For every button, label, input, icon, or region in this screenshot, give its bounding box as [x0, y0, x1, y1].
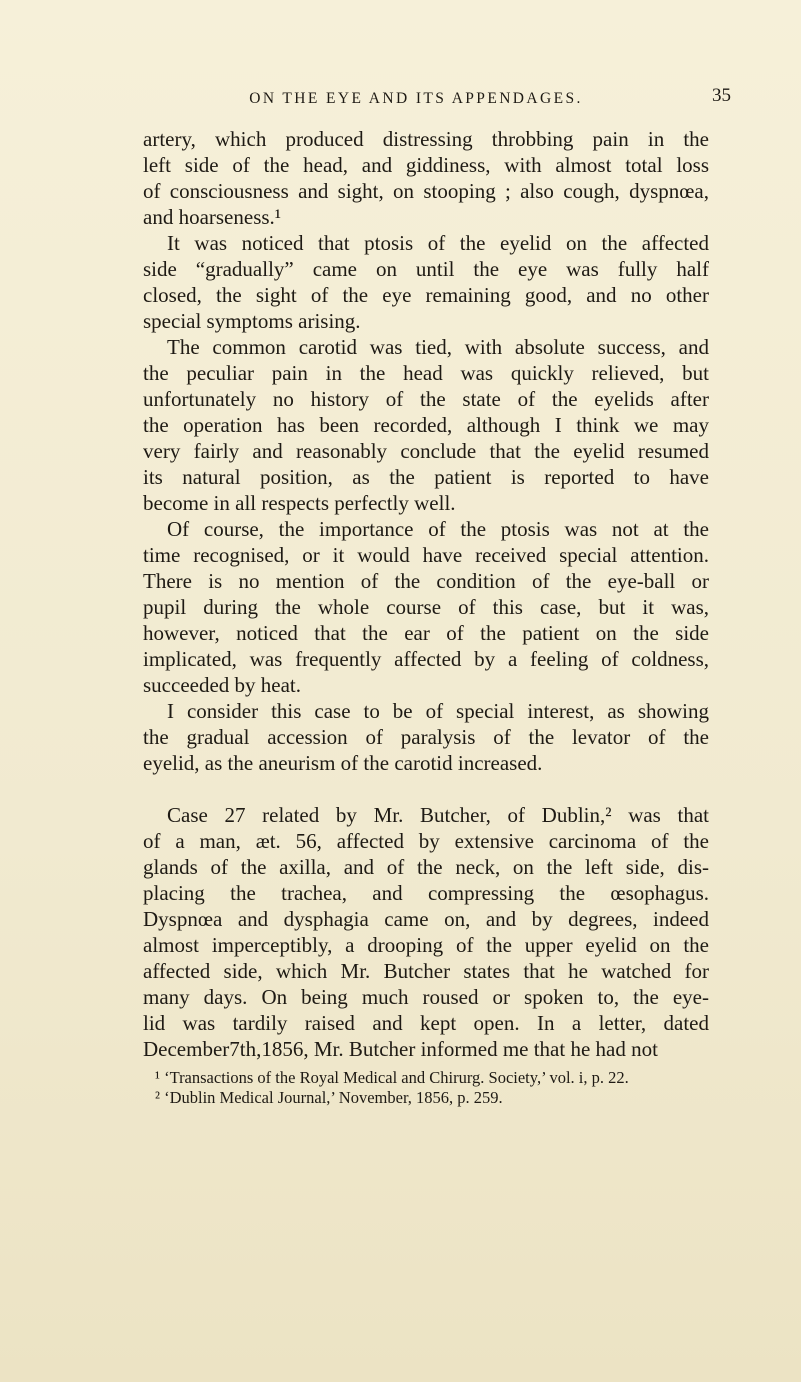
text-line: however, noticed that the ear of the patient on the side — [143, 621, 709, 645]
text-line: glands of the axilla, and of the neck, on the left side, dis- — [143, 855, 709, 879]
text-line: of a man, æt. 56, affected by extensive carcinoma of the — [143, 829, 709, 853]
text-line: affected side, which Mr. Butcher states that he watched for — [143, 959, 709, 983]
text-line: very fairly and reasonably conclude that the eyelid resumed — [143, 439, 709, 463]
text-line: There is no mention of the condition of the eye-ball or — [143, 569, 709, 593]
footnotes — [143, 1068, 709, 1108]
paragraph — [143, 802, 709, 1062]
text-line: the peculiar pain in the head was quickly relieved, but — [143, 361, 709, 385]
text-line: the operation has been recorded, although I think we may — [143, 413, 709, 437]
text-line: I consider this case to be of special interest, as showing — [167, 699, 709, 723]
text-line: many days. On being much roused or spoken to, the eye- — [143, 985, 709, 1009]
footnote: ² ‘Dublin Medical Journal,’ November, 1856, p. 259. — [155, 1088, 503, 1107]
text-line: unfortunately no history of the state of the eyelids after — [143, 387, 709, 411]
text-line: implicated, was frequently affected by a feeling of coldness, — [143, 647, 709, 671]
body-text — [143, 126, 709, 1108]
text-line: time recognised, or it would have received special attention. — [143, 543, 709, 567]
text-line: succeeded by heat. — [143, 673, 302, 697]
paragraph-gap — [143, 776, 709, 802]
text-line: placing the trachea, and compressing the œsophagus. — [143, 881, 709, 905]
text-line: Case 27 related by Mr. Butcher, of Dublin,² was that — [167, 803, 709, 827]
text-line: the gradual accession of paralysis of the levator of the — [143, 725, 709, 749]
text-line: left side of the head, and giddiness, with almost total loss — [143, 153, 709, 177]
text-line: lid was tardily raised and kept open. In a letter, dated — [143, 1011, 709, 1035]
text-line: and hoarseness.¹ — [143, 205, 282, 229]
text-line: its natural position, as the patient is reported to have — [143, 465, 709, 489]
paragraph — [143, 334, 709, 516]
page-number: 35 — [712, 85, 731, 106]
text-line: special symptoms arising. — [143, 309, 361, 333]
text-line: closed, the sight of the eye remaining good, and no other — [143, 283, 709, 307]
paragraph — [143, 516, 709, 698]
text-line: artery, which produced distressing throbbing pain in the — [143, 127, 709, 151]
text-line: It was noticed that ptosis of the eyelid on the affected — [167, 231, 709, 255]
text-line: eyelid, as the aneurism of the carotid increased. — [143, 751, 543, 775]
running-head: ON THE EYE AND ITS APPENDAGES. — [249, 90, 583, 107]
text-line: of consciousness and sight, on stooping ; also cough, dyspnœa, — [143, 179, 709, 203]
text-line: Dyspnœa and dysphagia came on, and by degrees, indeed — [143, 907, 709, 931]
footnote: ¹ ‘Transactions of the Royal Medical and Chirurg. Society,’ vol. i, p. 22. — [155, 1068, 629, 1087]
text-line: become in all respects perfectly well. — [143, 491, 456, 515]
text-line: The common carotid was tied, with absolute success, and — [167, 335, 709, 359]
paragraph — [143, 230, 709, 334]
text-line: almost imperceptibly, a drooping of the upper eyelid on the — [143, 933, 709, 957]
text-line: December7th,1856, Mr. Butcher informed me that he had not — [143, 1037, 658, 1061]
paragraph — [143, 698, 709, 776]
text-line: pupil during the whole course of this case, but it was, — [143, 595, 709, 619]
text-line: side “gradually” came on until the eye was fully half — [143, 257, 709, 281]
paragraph — [143, 126, 709, 230]
text-line: Of course, the importance of the ptosis was not at the — [167, 517, 709, 541]
paragraphs — [143, 126, 709, 1062]
